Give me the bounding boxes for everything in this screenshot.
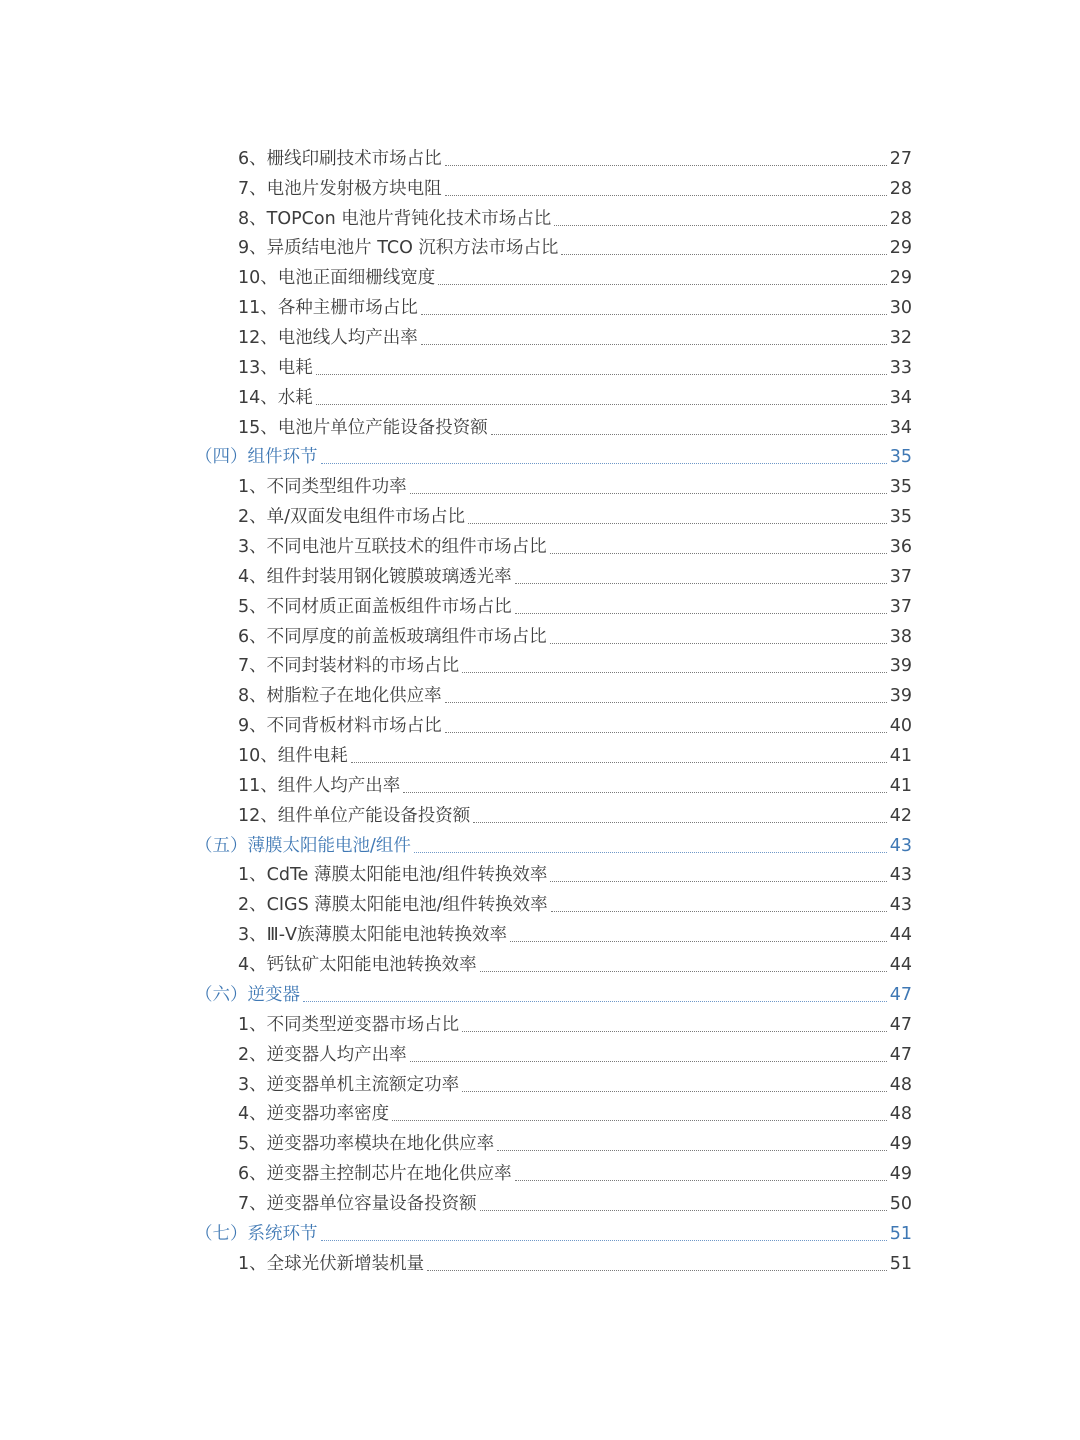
toc-entry-row [238, 298, 912, 318]
toc-entry-title: 3、Ⅲ-Ⅴ族薄膜太阳能电池转换效率 [238, 925, 507, 946]
toc-entry-row [238, 567, 912, 587]
toc-entry-row [195, 447, 912, 467]
toc-dot-leader [473, 822, 886, 823]
toc-page-number: 43 [889, 835, 912, 856]
toc-dot-leader [515, 1180, 887, 1181]
toc-page-number: 41 [889, 746, 912, 767]
toc-entry-row [238, 686, 912, 706]
toc-entry-title: 2、CIGS 薄膜太阳能电池/组件转换效率 [238, 895, 548, 916]
toc-entry-row [195, 985, 912, 1005]
toc-dot-leader [468, 523, 887, 524]
toc-page-number: 40 [889, 716, 912, 737]
toc-page-number: 47 [889, 1014, 912, 1035]
toc-entry-row [195, 836, 912, 856]
toc-entry-row [238, 895, 912, 915]
toc-entry-title: 15、电池片单位产能设备投资额 [238, 417, 488, 438]
toc-entry-row [238, 1104, 912, 1124]
toc-dot-leader [421, 344, 887, 345]
toc-entry-title: 6、逆变器主控制芯片在地化供应率 [238, 1164, 512, 1185]
toc-entry-row [238, 656, 912, 676]
toc-entry-title: 6、不同厚度的前盖板玻璃组件市场占比 [238, 626, 547, 647]
toc-page-number: 35 [889, 447, 912, 468]
toc-page-number: 44 [889, 955, 912, 976]
toc-dot-leader [410, 1061, 887, 1062]
toc-entry-row [238, 1254, 912, 1274]
toc-dot-leader [497, 1150, 887, 1151]
toc-entry-title: 3、不同电池片互联技术的组件市场占比 [238, 537, 547, 558]
toc-page-number: 49 [889, 1134, 912, 1155]
toc-page-number: 34 [889, 417, 912, 438]
toc-entry-row [238, 358, 912, 378]
toc-dot-leader [480, 1210, 887, 1211]
toc-page-number: 33 [889, 357, 912, 378]
toc-section-entry[interactable] [0, 981, 1080, 1011]
toc-item-entry[interactable] [0, 145, 1080, 175]
toc-dot-leader [414, 852, 887, 853]
toc-dot-leader [392, 1120, 887, 1121]
toc-item-entry[interactable] [0, 951, 1080, 981]
toc-dot-leader [421, 314, 887, 315]
toc-entry-row [238, 268, 912, 288]
toc-entry-title: 1、全球光伏新增装机量 [238, 1253, 425, 1274]
toc-dot-leader [316, 374, 887, 375]
toc-item-entry[interactable] [0, 1041, 1080, 1071]
toc-item-entry[interactable] [0, 533, 1080, 563]
toc-dot-leader [427, 1270, 887, 1271]
toc-entry-title: 4、逆变器功率密度 [238, 1104, 390, 1125]
toc-entry-title: 1、不同类型组件功率 [238, 477, 407, 498]
toc-entry-row [238, 537, 912, 557]
toc-dot-leader [445, 702, 887, 703]
toc-dot-leader [410, 493, 887, 494]
toc-item-entry[interactable] [0, 354, 1080, 384]
toc-item-entry[interactable] [0, 175, 1080, 205]
toc-entry-title: 8、树脂粒子在地化供应率 [238, 686, 442, 707]
toc-item-entry[interactable] [0, 1190, 1080, 1220]
toc-entry-title: （七）系统环节 [195, 1223, 318, 1244]
toc-entry-row [238, 238, 912, 258]
toc-page-number: 37 [889, 566, 912, 587]
toc-dot-leader [550, 881, 886, 882]
toc-page-number: 48 [889, 1104, 912, 1125]
toc-dot-leader [321, 1240, 887, 1241]
toc-item-entry[interactable] [0, 1071, 1080, 1101]
toc-item-entry[interactable] [0, 1101, 1080, 1131]
toc-page-number: 48 [889, 1074, 912, 1095]
toc-dot-leader [510, 941, 887, 942]
toc-dot-leader [462, 1091, 887, 1092]
toc-entry-title: 5、逆变器功率模块在地化供应率 [238, 1134, 495, 1155]
toc-item-entry[interactable] [0, 862, 1080, 892]
toc-page-number: 28 [889, 178, 912, 199]
toc-page-number: 44 [889, 925, 912, 946]
toc-entry-row [238, 209, 912, 229]
toc-entry-row [238, 776, 912, 796]
toc-page-number: 49 [889, 1164, 912, 1185]
toc-item-entry[interactable] [0, 712, 1080, 742]
toc-dot-leader [515, 613, 887, 614]
toc-page-number: 42 [889, 805, 912, 826]
toc-entry-row [238, 1194, 912, 1214]
toc-item-entry[interactable] [0, 1011, 1080, 1041]
toc-entry-row [238, 507, 912, 527]
toc-entry-title: 7、不同封装材料的市场占比 [238, 656, 460, 677]
toc-dot-leader [445, 165, 887, 166]
toc-entry-title: 5、不同材质正面盖板组件市场占比 [238, 596, 512, 617]
toc-item-entry[interactable] [0, 1160, 1080, 1190]
toc-entry-title: 3、逆变器单机主流额定功率 [238, 1074, 460, 1095]
toc-item-entry[interactable] [0, 623, 1080, 653]
toc-dot-leader [551, 911, 887, 912]
toc-page-number: 39 [889, 686, 912, 707]
toc-entry-row [238, 179, 912, 199]
toc-entry-title: 2、逆变器人均产出率 [238, 1044, 407, 1065]
toc-entry-row [238, 477, 912, 497]
toc-entry-row [238, 388, 912, 408]
toc-entry-title: 1、不同类型逆变器市场占比 [238, 1014, 460, 1035]
toc-dot-leader [351, 762, 887, 763]
toc-entry-title: 6、栅线印刷技术市场占比 [238, 148, 442, 169]
toc-entry-title: 4、钙钛矿太阳能电池转换效率 [238, 955, 477, 976]
toc-page-number: 29 [889, 238, 912, 259]
toc-entry-title: 7、逆变器单位容量设备投资额 [238, 1193, 477, 1214]
toc-dot-leader [550, 553, 887, 554]
toc-dot-leader [445, 195, 887, 196]
toc-dot-leader [303, 1001, 887, 1002]
toc-entry-row [195, 1224, 912, 1244]
toc-dot-leader [480, 971, 887, 972]
toc-entry-row [238, 149, 912, 169]
toc-entry-title: 7、电池片发射极方块电阻 [238, 178, 442, 199]
toc-page-number: 37 [889, 596, 912, 617]
toc-page-number: 35 [889, 477, 912, 498]
toc-entry-row [238, 1164, 912, 1184]
toc-item-entry[interactable] [0, 921, 1080, 951]
toc-dot-leader [554, 225, 886, 226]
toc-item-entry[interactable] [0, 324, 1080, 354]
toc-page-number: 34 [889, 387, 912, 408]
toc-entry-title: 2、单/双面发电组件市场占比 [238, 507, 466, 528]
toc-page-number: 27 [889, 148, 912, 169]
toc-entry-title: 12、电池线人均产出率 [238, 328, 418, 349]
toc-item-entry[interactable] [0, 1130, 1080, 1160]
toc-item-entry[interactable] [0, 503, 1080, 533]
toc-entry-row [238, 1015, 912, 1035]
toc-entry-title: （五）薄膜太阳能电池/组件 [195, 835, 411, 856]
toc-item-entry[interactable] [0, 235, 1080, 265]
toc-dot-leader [491, 434, 887, 435]
table-of-contents [0, 145, 1080, 1280]
toc-entry-row [238, 716, 912, 736]
toc-entry-title: （六）逆变器 [195, 984, 300, 1005]
toc-item-entry[interactable] [0, 414, 1080, 444]
toc-dot-leader [462, 672, 887, 673]
toc-section-entry[interactable] [0, 832, 1080, 862]
toc-entry-title: 11、各种主栅市场占比 [238, 298, 418, 319]
toc-item-entry[interactable] [0, 205, 1080, 235]
toc-item-entry[interactable] [0, 802, 1080, 832]
toc-entry-row [238, 418, 912, 438]
toc-dot-leader [462, 1031, 887, 1032]
toc-entry-title: 10、组件电耗 [238, 746, 348, 767]
toc-item-entry[interactable] [0, 593, 1080, 623]
toc-dot-leader [515, 583, 887, 584]
toc-item-entry[interactable] [0, 563, 1080, 593]
toc-page-number: 51 [889, 1223, 912, 1244]
toc-entry-title: 11、组件人均产出率 [238, 775, 401, 796]
toc-entry-row [238, 806, 912, 826]
toc-entry-row [238, 865, 912, 885]
toc-page-number: 38 [889, 626, 912, 647]
toc-dot-leader [445, 732, 887, 733]
toc-item-entry[interactable] [0, 294, 1080, 324]
toc-entry-title: 9、不同背板材料市场占比 [238, 716, 442, 737]
toc-page-number: 30 [889, 298, 912, 319]
toc-entry-title: 9、异质结电池片 TCO 沉积方法市场占比 [238, 238, 559, 259]
toc-page-number: 32 [889, 328, 912, 349]
toc-entry-title: 8、TOPCon 电池片背钝化技术市场占比 [238, 208, 552, 229]
toc-page-number: 35 [889, 507, 912, 528]
toc-page-number: 36 [889, 537, 912, 558]
toc-item-entry[interactable] [0, 264, 1080, 294]
toc-dot-leader [321, 463, 887, 464]
toc-page-number: 47 [889, 1044, 912, 1065]
toc-dot-leader [316, 404, 887, 405]
toc-item-entry[interactable] [0, 384, 1080, 414]
toc-entry-row [238, 1134, 912, 1154]
toc-entry-row [238, 597, 912, 617]
toc-page-number: 50 [889, 1193, 912, 1214]
toc-entry-title: 13、电耗 [238, 357, 313, 378]
toc-entry-row [238, 955, 912, 975]
toc-section-entry[interactable] [0, 1220, 1080, 1250]
toc-entry-row [238, 627, 912, 647]
toc-entry-title: （四）组件环节 [195, 447, 318, 468]
toc-entry-row [238, 925, 912, 945]
toc-item-entry[interactable] [0, 772, 1080, 802]
toc-entry-row [238, 1075, 912, 1095]
toc-page-number: 43 [889, 865, 912, 886]
toc-item-entry[interactable] [0, 682, 1080, 712]
toc-entry-title: 12、组件单位产能设备投资额 [238, 805, 471, 826]
toc-entry-row [238, 1045, 912, 1065]
toc-item-entry[interactable] [0, 473, 1080, 503]
toc-page-number: 29 [889, 268, 912, 289]
toc-item-entry[interactable] [0, 742, 1080, 772]
toc-entry-title: 14、水耗 [238, 387, 313, 408]
toc-page-number: 51 [889, 1253, 912, 1274]
toc-page-number: 43 [889, 895, 912, 916]
toc-entry-title: 1、CdTe 薄膜太阳能电池/组件转换效率 [238, 865, 548, 886]
toc-dot-leader [561, 254, 886, 255]
toc-page-number: 47 [889, 984, 912, 1005]
toc-dot-leader [403, 792, 886, 793]
toc-dot-leader [438, 284, 886, 285]
toc-item-entry[interactable] [0, 653, 1080, 683]
toc-item-entry[interactable] [0, 1250, 1080, 1280]
toc-entry-title: 10、电池正面细栅线宽度 [238, 268, 436, 289]
toc-dot-leader [550, 643, 887, 644]
toc-page-number: 39 [889, 656, 912, 677]
toc-entry-row [238, 746, 912, 766]
toc-entry-title: 4、组件封装用钢化镀膜玻璃透光率 [238, 566, 512, 587]
toc-page-number: 41 [889, 775, 912, 796]
toc-page-number: 28 [889, 208, 912, 229]
toc-item-entry[interactable] [0, 891, 1080, 921]
toc-section-entry[interactable] [0, 444, 1080, 474]
toc-entry-row [238, 328, 912, 348]
